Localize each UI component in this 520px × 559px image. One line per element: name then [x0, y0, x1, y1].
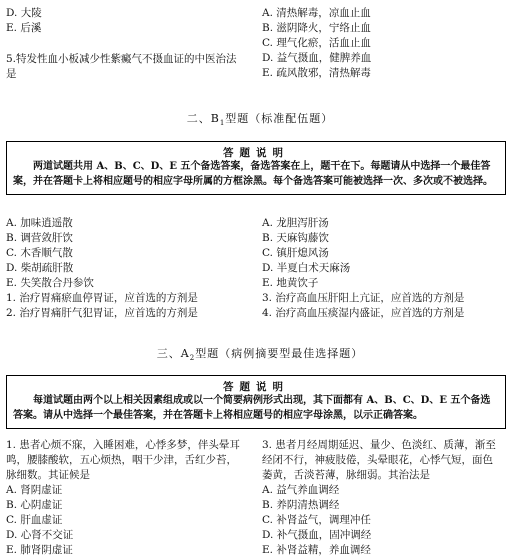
b1-left-column: [6, 216, 251, 321]
top-right-block: [262, 6, 512, 81]
top-left-block: [6, 6, 251, 82]
question-5: 5.特发性血小板减少性紫癜气不摄血证的中医治法是: [6, 53, 237, 80]
b1-right-column: [262, 216, 512, 321]
question-4: 4. 治疗高血压痰湿内盛证，应首选的方剂是: [262, 307, 465, 319]
question-1: 1. 患者心烦不寐，入睡困难，心悸多梦，伴头晕耳鸣，腰膝酸软，五心烦热，咽干少津，舌红少苔，脉细数。其证候是: [6, 439, 240, 481]
option-e: E. 疏风散邪，清热解毒: [262, 67, 371, 79]
instructions-heading: 答题说明: [223, 147, 289, 159]
option-b: B. 调营敛肝饮: [6, 232, 73, 244]
option-c: C. 木香顺气散: [6, 247, 73, 259]
instructions-heading: 答题说明: [223, 381, 289, 393]
option-b: B. 养阴清热调经: [262, 499, 340, 511]
option-c: C. 理气化瘀，活血止血: [262, 37, 371, 49]
option-d: D. 益气摄血，健脾养血: [262, 52, 372, 64]
option-a: A. 龙胆泻肝汤: [262, 217, 329, 229]
option-b: B. 滋阴降火，宁络止血: [262, 22, 371, 34]
option-a: A. 肾阴虚证: [6, 484, 63, 496]
question-2: 2. 治疗胃痛肝气犯胃证，应首选的方剂是: [6, 307, 198, 319]
section-b1-title: 二、$B_1$型题（标准配伍题）: [186, 112, 334, 128]
option-c: C. 镇肝熄风汤: [262, 247, 329, 259]
instructions-body: 每道试题由两个以上相关因素组成或以一个简要病例形式出现，其下面都有 A、B、C、D、E 五个备选答案。请从中选择一个最佳答案，并在答题卡上将相应题号的相应字母涂黑，以示正确答案。: [13, 395, 491, 421]
option-c: C. 补肾益气，调理冲任: [262, 514, 371, 526]
question-3: 3. 治疗高血压肝阳上亢证，应首选的方剂是: [262, 292, 465, 304]
option-a: A. 益气养血调经: [262, 484, 340, 496]
option-a: A. 清热解毒，凉血止血: [262, 7, 371, 19]
a2-instructions-box: [6, 375, 506, 429]
question-1: 1. 治疗胃痛瘀血停胃证，应首选的方剂是: [6, 292, 198, 304]
option-d: D. 大陵: [6, 7, 42, 19]
option-e: E. 地黄饮子: [262, 277, 319, 289]
a2-left-column: [6, 438, 246, 558]
option-d: D. 半夏白术天麻汤: [262, 262, 351, 274]
option-e: E. 失笑散合丹参饮: [6, 277, 94, 289]
option-e: E. 后溪: [6, 22, 42, 34]
section-a2-title: 三、$A_2$型题（病例摘要型最佳选择题）: [156, 347, 364, 363]
a2-right-column: [262, 438, 502, 558]
option-d: D. 补气摄血，固冲调经: [262, 529, 372, 541]
option-e: E. 补肾益精，养血调经: [262, 544, 371, 556]
option-b: B. 心阴虚证: [6, 499, 63, 511]
option-a: A. 加味逍遥散: [6, 217, 73, 229]
instructions-body: 两道试题共用 A、B、C、D、E 五个备选答案，备选答案在上，题干在下。每题请从中选择一个最佳答案，并在答题卡上将相应题号的相应字母所属的方框涂黑。每个备选答案可能被选择一次、多次或不被选择。: [13, 161, 493, 187]
option-d: D. 柴胡疏肝散: [6, 262, 74, 274]
b1-instructions-box: [6, 141, 506, 195]
option-e: E. 肺肾阴虚证: [6, 544, 73, 556]
question-3: 3. 患者月经周期延迟、量少、色淡红、质薄，渐至经闭不行，神疲肢倦，头晕眼花，心悸气短，面色萎黄，舌淡苔薄，脉细弱。其治法是: [262, 439, 496, 481]
option-c: C. 肝血虚证: [6, 514, 63, 526]
option-b: B. 天麻钩藤饮: [262, 232, 329, 244]
option-d: D. 心肾不交证: [6, 529, 74, 541]
